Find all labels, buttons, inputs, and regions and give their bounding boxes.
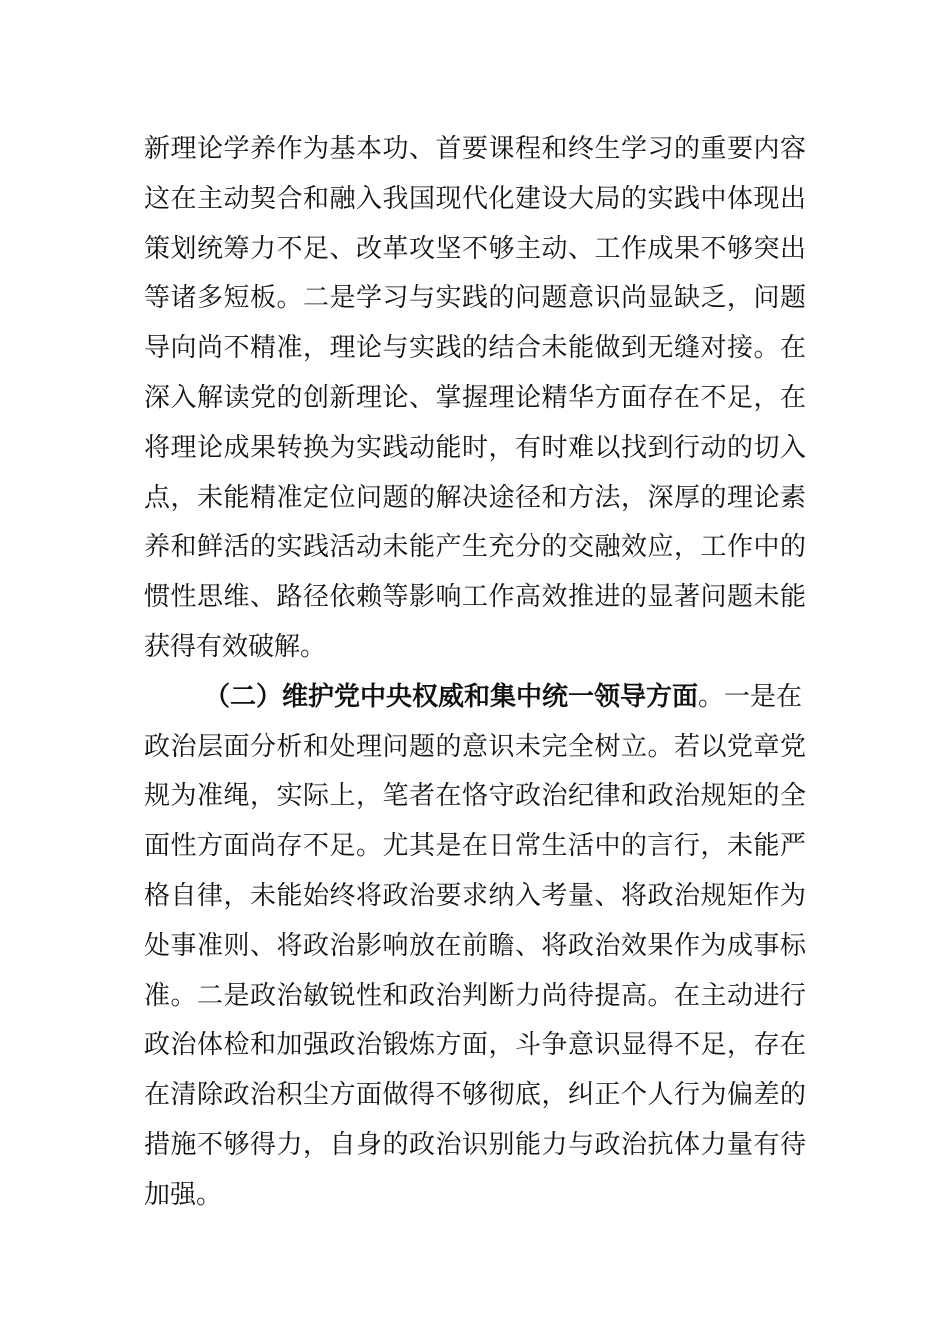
- text-line: 新理论学养作为基本功、首要课程和终生学习的重要内容: [144, 134, 806, 164]
- text-line: 深入解读党的创新理论、掌握理论精华方面存在不足，在: [144, 382, 806, 413]
- section-heading-line: [144, 673, 806, 723]
- text-line: 政治体检和加强政治锻炼方面，斗争意识显得不足，存在: [144, 1030, 806, 1061]
- text-line: 规为准绳，实际上，笔者在恪守政治纪律和政治规矩的全: [144, 781, 806, 812]
- text-line: 加强。: [144, 1179, 223, 1210]
- text-line: 这在主动契合和融入我国现代化建设大局的实践中体现出: [144, 183, 806, 214]
- text-line: 养和鲜活的实践活动未能产生充分的交融效应，工作中的: [144, 532, 806, 563]
- text-line: 处事准则、将政治影响放在前瞻、将政治效果作为成事标: [144, 930, 806, 961]
- section-heading-tail: 。一是在: [698, 681, 803, 712]
- text-line: 面性方面尚存不足。尤其是在日常生活中的言行，未能严: [144, 831, 806, 862]
- text-line: 措施不够得力，自身的政治识别能力与政治抗体力量有待: [144, 1129, 806, 1160]
- text-line: 等诸多短板。二是学习与实践的问题意识尚显缺乏，问题: [144, 283, 806, 314]
- text-line: 在清除政治积尘方面做得不够彻底，纠正个人行为偏差的: [144, 1080, 806, 1111]
- section-heading: （二）维护党中央权威和集中统一领导方面: [204, 681, 699, 712]
- text-line: 准。二是政治敏锐性和政治判断力尚待提高。在主动进行: [144, 980, 806, 1011]
- section-2: [144, 673, 806, 1221]
- text-line: 政治层面分析和处理问题的意识未完全树立。若以党章党: [144, 731, 806, 762]
- text-line: 格自律，未能始终将政治要求纳入考量、将政治规矩作为: [144, 880, 806, 911]
- document-body: [144, 125, 806, 1221]
- text-line: 策划统筹力不足、改革攻坚不够主动、工作成果不够突出: [144, 233, 806, 264]
- text-line: 将理论成果转换为实践动能时，有时难以找到行动的切入: [144, 432, 806, 463]
- text-line: 获得有效破解。: [144, 631, 327, 662]
- paragraph-1: [144, 125, 806, 673]
- text-line: 惯性思维、路径依赖等影响工作高效推进的显著问题未能: [144, 582, 806, 613]
- text-line: 导向尚不精准，理论与实践的结合未能做到无缝对接。在: [144, 333, 806, 364]
- text-line: 点，未能精准定位问题的解决途径和方法，深厚的理论素: [144, 482, 806, 513]
